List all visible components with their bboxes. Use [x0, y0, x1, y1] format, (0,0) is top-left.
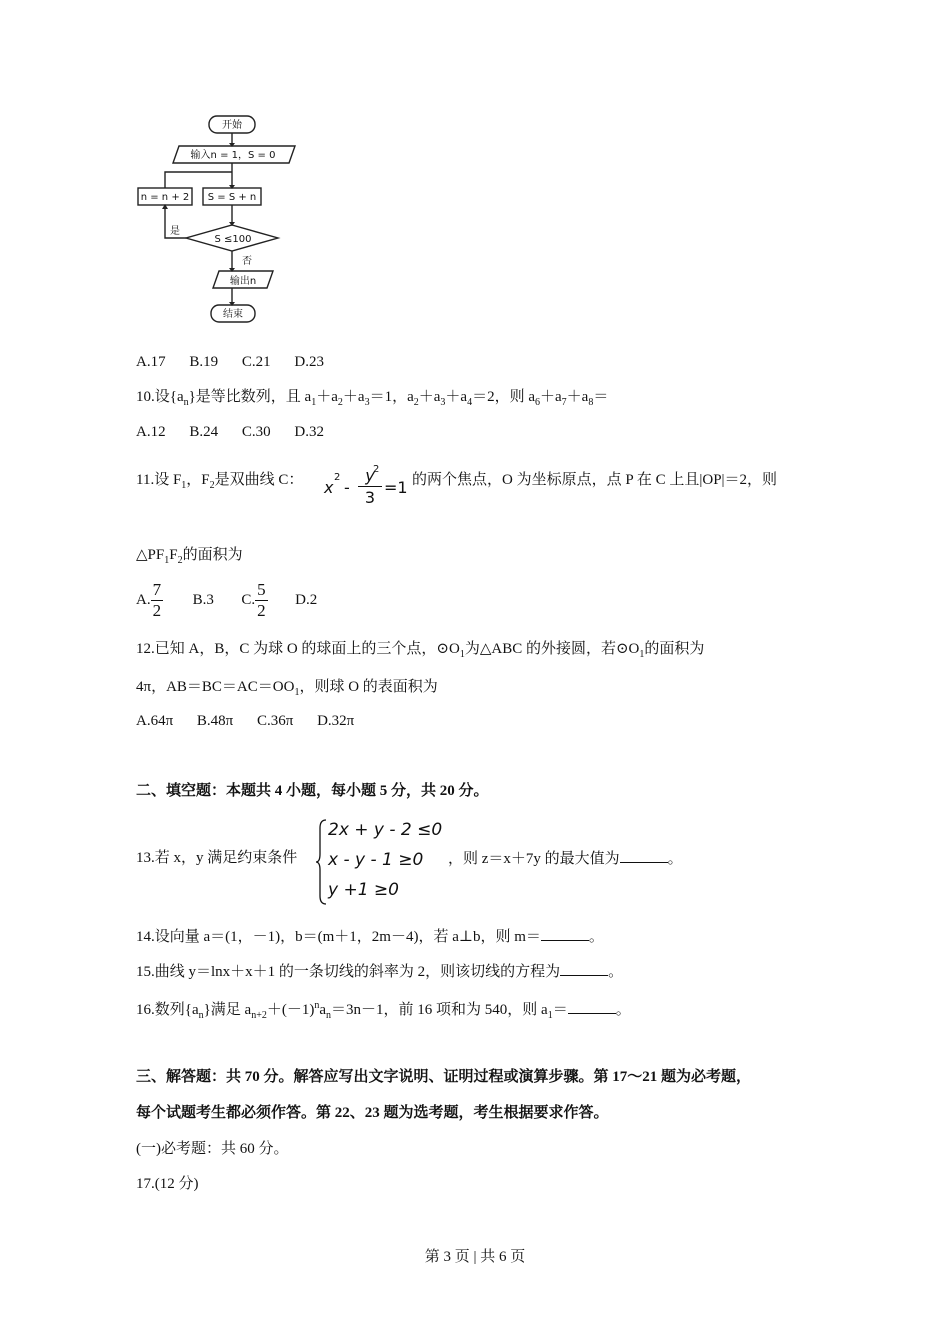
q9-option-b: B.19	[189, 354, 219, 370]
q11-stem-suffix: 的两个焦点，O 为坐标原点，点 P 在 C 上且|OP|＝2，则	[412, 472, 778, 488]
q17-title: 17.(12 分)	[136, 1176, 199, 1192]
section2-title: 二、填空题：本题共 4 小题，每小题 5 分，共 20 分。	[136, 783, 489, 799]
q12-option-d: D.32π	[317, 713, 355, 729]
q10-option-c: C.30	[241, 424, 271, 440]
q16-stem: 16.数列$\{a_n\}$满足 $a_{n+2}+(-1)^na_n=3n-1$，前 16 项和为 540，则 $a_1=$ 。	[136, 1000, 631, 1021]
flowchart-start-text: 开始	[222, 120, 242, 131]
q13-constraint-2: x - y - 1 ≥0	[328, 850, 424, 870]
flowchart	[135, 110, 300, 330]
section3-line2: 每个试题考生都必须作答。第 22、23 题为选考题，考生根据要求作答。	[136, 1105, 609, 1121]
q10-option-b: B.24	[189, 424, 219, 440]
flowchart-no-text: 否	[242, 256, 252, 267]
q15-answer-blank	[560, 961, 608, 976]
flowchart-condition-text: S ≤100	[214, 234, 252, 245]
q11-stem: 11.设 $F_1$，$F_2$是双曲线 C：	[136, 472, 304, 491]
q11-option-b: B.3	[192, 592, 214, 608]
q10-option-d: D.32	[294, 424, 324, 440]
flowchart-yes-text: 是	[170, 226, 180, 237]
q10-option-a: A.12	[136, 424, 166, 440]
q12-option-a: A.64π	[136, 713, 174, 729]
q11-option-c: C. $\frac{5}{2}$	[241, 580, 266, 621]
q13-constraint-3: y +1 ≥0	[328, 880, 399, 900]
page-footer: 第 3 页 | 共 6 页	[424, 1249, 526, 1265]
q11-stem-line2: $\triangle PF_1F_2$的面积为	[136, 547, 243, 566]
q14-answer-blank	[541, 926, 589, 941]
section3-line1: 三、解答题：共 70 分。解答应写出文字说明、证明过程或演算步骤。第 17～21 题为必考题，	[136, 1069, 752, 1085]
flowchart-output-text: 输出n	[229, 276, 257, 287]
q13-prefix: 13.若 x，y 满足约束条件	[136, 850, 298, 866]
q11-option-a: A. $\frac{7}{2}$	[136, 580, 162, 621]
q13-answer-blank	[620, 848, 668, 863]
q12-option-c: C.36π	[256, 713, 294, 729]
q11-options	[136, 580, 317, 621]
q9-option-a: A.17	[136, 354, 166, 370]
q13-constraint-system	[316, 818, 446, 906]
q9-options	[136, 352, 344, 372]
q12-stem-line2: 4π，$AB=BC=AC=OO_1$，则球 O 的表面积为	[136, 679, 438, 698]
flowchart-update-s-text: S = S + n	[207, 192, 257, 203]
q13-suffix: ，则 z＝x＋7y 的最大值为 。	[448, 848, 683, 869]
q13-constraint-1: 2x + y - 2 ≤0	[328, 820, 443, 840]
q15-stem: 15.曲线 y＝lnx＋x＋1 的一条切线的斜率为 2，则该切线的方程为 。	[136, 961, 623, 982]
flowchart-end-text: 结束	[223, 309, 243, 320]
part1-title: (一)必考题：共 60 分。	[136, 1141, 289, 1157]
q11-option-d: D.2	[295, 592, 318, 608]
q10-options	[136, 422, 344, 442]
q12-option-b: B.48π	[196, 713, 234, 729]
q12-options	[136, 711, 374, 731]
flowchart-input-text: 输入n = 1，S = 0	[190, 150, 276, 161]
q14-stem: 14.设向量 a＝(1，－1)，b＝(m＋1，2m－4)，若 a⊥b，则 m＝ 。	[136, 926, 604, 947]
q12-stem-line1: 12.已知 A，B，C 为球 O 的球面上的三个点，$⊙O_1$为△ABC 的外接圆，若$⊙O_1$的面积为	[136, 641, 705, 660]
q9-option-c: C.21	[241, 354, 271, 370]
q10-stem: 10.设$\{a_n\}$是等比数列，且 $a_1+a_2+a_3=1$，$a_2+a_3+a_4=2$，则 $a_6+a_7+a_8=$	[136, 389, 609, 408]
flowchart-update-n-text: n = n + 2	[140, 192, 190, 203]
q16-answer-blank	[568, 999, 616, 1014]
q9-option-d: D.23	[294, 354, 324, 370]
